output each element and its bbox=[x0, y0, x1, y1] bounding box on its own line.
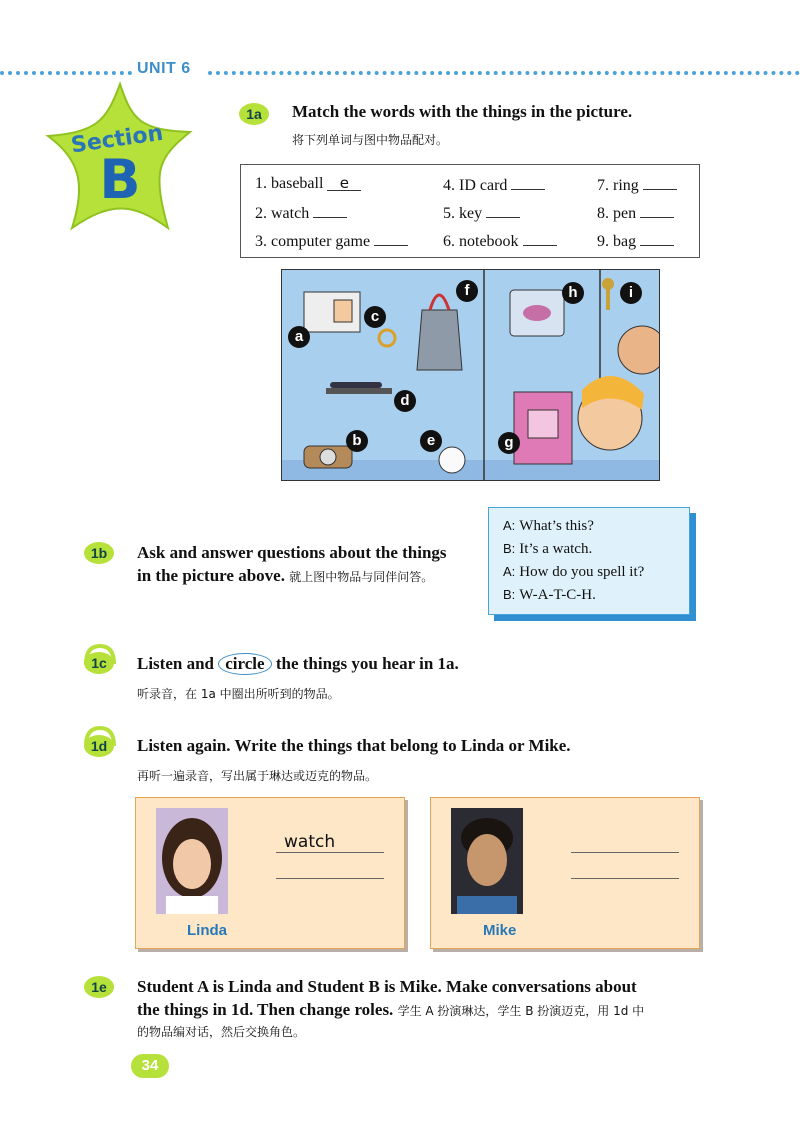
badge-1e: 1e bbox=[84, 976, 114, 998]
word-item: 3. computer game bbox=[255, 231, 408, 251]
answer-blank[interactable] bbox=[313, 203, 347, 218]
badge-1a: 1a bbox=[239, 103, 269, 125]
word-item: 6. notebook bbox=[443, 231, 557, 251]
word-item: 1. baseball e bbox=[255, 175, 361, 193]
badge-1c: 1c bbox=[84, 652, 114, 674]
picture-label: c bbox=[364, 306, 386, 328]
word-box bbox=[240, 164, 700, 258]
word-item: 5. key bbox=[443, 203, 520, 223]
mike-photo bbox=[451, 808, 523, 914]
picture-label: i bbox=[620, 282, 642, 304]
word-item: 8. pen bbox=[597, 203, 674, 223]
answer-blank[interactable] bbox=[640, 231, 674, 246]
dialog-line: B: It’s a watch. bbox=[503, 541, 593, 557]
instruction-1d-cn: 再听一遍录音，写出属于琳达或迈克的物品。 bbox=[137, 769, 378, 783]
sample-dialog bbox=[488, 507, 690, 615]
section-star-icon bbox=[40, 80, 200, 240]
linda-card bbox=[135, 797, 405, 949]
picture-label: a bbox=[288, 326, 310, 348]
linda-answer[interactable]: watch bbox=[284, 832, 336, 852]
dialog-line: A: How do you spell it? bbox=[503, 564, 645, 580]
badge-1b: 1b bbox=[84, 542, 114, 564]
items-picture bbox=[281, 269, 660, 481]
instruction-1b-line1: Ask and answer questions about the things bbox=[137, 543, 447, 562]
instruction-1a: Match the words with the things in the picture. bbox=[292, 102, 633, 121]
mike-card bbox=[430, 797, 700, 949]
linda-photo bbox=[156, 808, 228, 914]
answer-line[interactable] bbox=[571, 852, 679, 853]
answer-line[interactable] bbox=[276, 852, 384, 853]
answer-blank[interactable]: e bbox=[327, 176, 361, 191]
dialog-line: A: What’s this? bbox=[503, 518, 594, 534]
instruction-1d: Listen again. Write the things that belong to Linda or Mike. bbox=[137, 736, 571, 755]
instruction-1b-cn: 就上图中物品与同伴问答。 bbox=[289, 570, 434, 584]
picture-label: d bbox=[394, 390, 416, 412]
linda-name: Linda bbox=[187, 922, 227, 939]
word-item: 2. watch bbox=[255, 203, 347, 223]
answer-blank[interactable] bbox=[511, 175, 545, 190]
instruction-1e-cn1: 学生 A 扮演琳达，学生 B 扮演迈克，用 1d 中 bbox=[397, 1004, 645, 1018]
circled-word: circle bbox=[218, 653, 271, 675]
instruction-1e-line2: the things in 1d. Then change roles. 学生 A 扮演琳达，学生 B 扮演迈克，用 1d 中 bbox=[137, 1000, 645, 1019]
page-number: 34 bbox=[131, 1054, 169, 1078]
picture-label: h bbox=[562, 282, 584, 304]
picture-label: b bbox=[346, 430, 368, 452]
items-illustration bbox=[282, 270, 659, 480]
header-dots-right bbox=[208, 71, 800, 75]
badge-1d: 1d bbox=[84, 735, 114, 757]
section-letter: B bbox=[99, 148, 141, 211]
picture-label: e bbox=[420, 430, 442, 452]
answer-blank[interactable] bbox=[523, 231, 557, 246]
mike-name: Mike bbox=[483, 922, 517, 939]
word-item: 9. bag bbox=[597, 231, 674, 251]
section-word: Section bbox=[69, 120, 165, 159]
instruction-1c: Listen and circle the things you hear in 1a. bbox=[137, 654, 459, 673]
instruction-1e-line1: Student A is Linda and Student B is Mike. Make conversations about bbox=[137, 977, 637, 996]
answer-line[interactable] bbox=[276, 878, 384, 879]
answer-blank[interactable] bbox=[374, 231, 408, 246]
header-dots-left bbox=[0, 71, 132, 75]
answer-line[interactable] bbox=[571, 878, 679, 879]
word-item: 4. ID card bbox=[443, 175, 545, 195]
instruction-1c-cn: 听录音，在 1a 中圈出所听到的物品。 bbox=[137, 687, 340, 701]
instruction-1b-line2: in the picture above. 就上图中物品与同伴问答。 bbox=[137, 566, 434, 585]
answer-blank[interactable] bbox=[643, 175, 677, 190]
picture-label: g bbox=[498, 432, 520, 454]
instruction-1a-cn: 将下列单词与图中物品配对。 bbox=[292, 133, 449, 147]
instruction-1e-cn2: 的物品编对话，然后交换角色。 bbox=[137, 1025, 306, 1039]
answer-blank[interactable] bbox=[486, 203, 520, 218]
dialog-line: B: W-A-T-C-H. bbox=[503, 587, 596, 603]
unit-title: UNIT 6 bbox=[137, 60, 191, 77]
answer-blank[interactable] bbox=[640, 203, 674, 218]
picture-label: f bbox=[456, 280, 478, 302]
word-item: 7. ring bbox=[597, 175, 677, 195]
